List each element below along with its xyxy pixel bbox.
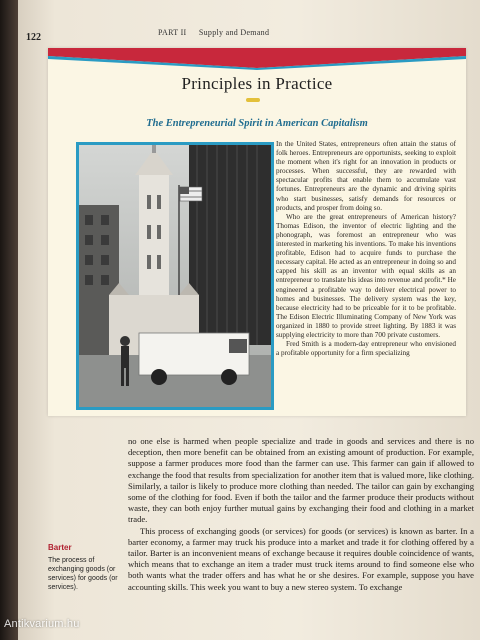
box-paragraph-3: Fred Smith is a modern-day entrepreneur who envisioned a profitable opportunity for a firm specializing (276, 340, 456, 358)
principles-in-practice-box (48, 48, 466, 416)
title-accent-mark (246, 98, 260, 102)
body-paragraph-1: no one else is harmed when people specialize and trade in goods and services and there is no deception, then more benefit can be obtained from an existing amount of production. For example, suppose a farmer produces more food than the farmer can use. This farmer can gain if allowed to exchange the food that results from specialization for another item that is valued more, like clothing. Similarly, a tailor is likely to produce more clothing than needed. The tailor can gain by exchanging some of the clothing for food. Even if both the tailor and the farmer produce their products without waste, they can both enjoy further mutual gains by exchanging their food and clothing in a market trade. (128, 436, 474, 525)
box-subtitle: The Entrepreneurial Spirit in American Capitalism (146, 118, 368, 129)
chicago-water-tower-photo (76, 142, 274, 410)
page-number: 122 (26, 32, 41, 43)
watermark: Antikvarium.hu (4, 618, 80, 630)
box-article-text (276, 140, 456, 358)
running-head (158, 28, 269, 37)
box-paragraph-2: Who are the great entrepreneurs of American history? Thomas Edison, the inventor of electric lighting and the phonograph, was foremost an entrepreneur who was interested in marketing his inventions. To make his inventions profitable, Edison had to acquire funds to purchase the necessary capital. He acted as an entrepreneur in doing so and capped his skill as an inventor with equal skills as an entrepreneur to translate his ideas into revenue and profit.* He engineered a profitable way to deliver electrical power to homes and businesses. The delivery system was the key, because electricity had to be priceable for it to be profitable. The Edison Electric Illuminating Company of New York was organized in 1880 to provide street lighting. By 1883 it was supplying electricity to more than 700 private customers. (276, 212, 456, 339)
margin-glossary-definition: The process of exchanging goods (or services) for goods (or services). (48, 557, 118, 591)
box-title: Principles in Practice (181, 74, 333, 93)
margin-glossary-term: Barter (48, 543, 72, 552)
photo-illustration (79, 145, 271, 407)
running-head-part: PART II (158, 28, 187, 37)
decorative-color-band (48, 48, 466, 70)
body-paragraph-2: This process of exchanging goods (or services) for goods (or services) is known as barter. In a barter economy, a farmer may truck his produce into a market and trade it for clothing offered by a tailor. Barter is an inconvenient means of exchange because it requires double coincidence of wants, which means that to exchange an item a trader must truck items around to find someone else who both wants what the trader offers and has what he or she desires. For example, suppose you have accounting skills. This week you want to buy a new stereo system. To exchange (128, 525, 474, 592)
box-paragraph-1: In the United States, entrepreneurs often attain the status of folk heroes. Entrepreneurs are opportunists, seeking to exploit the moment when it's right for an innovation in products or processes. When successful, they are rewarded with spectacular profits that enable them to accumulate vast fortunes. Entrepreneurs are the dynamic and driving spirits who start businesses, satisfy demands for resources or products, and prosper from doing so. (276, 140, 456, 212)
book-page (18, 0, 480, 640)
running-head-section: Supply and Demand (198, 28, 270, 37)
main-body-text (128, 436, 474, 593)
